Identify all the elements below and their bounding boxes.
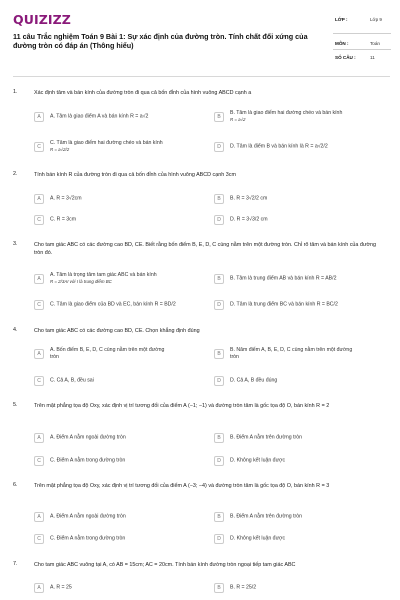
worksheet-title: 11 câu Trắc nghiệm Toán 9 Bài 1: Sự xác định của đường tròn. Tính chất đối xứng của đường tròn có đáp án (Thông hiểu) <box>13 32 308 51</box>
option-a[interactable] <box>34 346 204 362</box>
question-text: Cho tam giác ABC vuông tại A, có AB = 15cm; AC = 20cm. Tính bán kính đường tròn ngoại tiếp tam giác ABC <box>34 562 296 568</box>
option-c[interactable] <box>34 214 204 226</box>
option-c[interactable] <box>34 139 204 155</box>
option-a[interactable] <box>34 111 204 123</box>
option-text: C. R = 3cm <box>50 216 77 223</box>
question-number: 4. <box>13 327 18 333</box>
option-letter: D <box>214 376 224 386</box>
worksheet-header <box>0 0 400 74</box>
option-letter: A <box>34 583 44 593</box>
option-letter: C <box>34 534 44 544</box>
option-text: D. Không kết luận được <box>230 535 286 542</box>
meta-count-row <box>333 50 391 64</box>
option-d[interactable] <box>214 375 390 387</box>
option-text: B. Tâm là trung điểm AB và bán kính R = AB/2 <box>230 275 337 282</box>
option-b[interactable] <box>214 511 390 523</box>
option-text: D. R = 3√3/2 cm <box>230 216 268 223</box>
option-a[interactable] <box>34 432 204 444</box>
question-text: Cho tam giác ABC có các đường cao BD, CE. Chọn khẳng định đúng <box>34 328 200 334</box>
option-d[interactable] <box>214 299 390 311</box>
option-d[interactable] <box>214 533 390 545</box>
option-letter: A <box>34 512 44 522</box>
option-b[interactable] <box>214 193 390 205</box>
question-text: Trên mặt phẳng tọa độ Oxy, xác định vị trí tương đối của điểm A (−3; −4) và đường tròn tâm là gốc tọa độ O, bán kính R = 3 <box>34 483 330 489</box>
option-line: B. Tâm là giao điểm hai đường chéo và bán kính <box>230 110 343 117</box>
meta-count-label: SỐ CÂU : <box>335 55 356 60</box>
option-letter: D <box>214 456 224 466</box>
option-a[interactable] <box>34 271 204 287</box>
meta-class-label: LỚP : <box>335 17 348 22</box>
option-text: C. Tâm là giao điểm của BD và EC, bán kính R = BD/2 <box>50 301 176 308</box>
option-d[interactable] <box>214 141 390 153</box>
option-text <box>50 272 200 286</box>
option-text <box>50 140 200 154</box>
option-b[interactable] <box>214 582 390 594</box>
option-text: A. R = 3√2cm <box>50 195 82 202</box>
meta-subject-label: MÔN : <box>335 41 349 46</box>
question-text: Trên mặt phẳng tọa độ Oxy, xác định vị trí tương đối của điểm A (−1; −1) và đường tròn tâm là gốc tọa độ O, bán kính R = 2 <box>34 403 330 409</box>
meta-subject-value: Toán <box>370 41 380 46</box>
option-b[interactable] <box>214 346 390 362</box>
logo-text: QUIZIZZ <box>13 12 71 27</box>
option-line: C. Tâm là giao điểm hai đường chéo và bán kính <box>50 140 163 147</box>
option-letter: B <box>214 194 224 204</box>
option-line: B. Năm điểm A, B, E, D, C cùng nằm trên một đường <box>230 347 353 354</box>
question-number: 7. <box>13 561 18 567</box>
option-letter: A <box>34 433 44 443</box>
meta-class-value: Lớp 9 <box>370 17 382 22</box>
option-letter: B <box>214 274 224 284</box>
option-text: B. Điểm A nằm trên đường tròn <box>230 513 303 520</box>
option-letter: B <box>214 112 224 122</box>
meta-divider <box>333 33 391 34</box>
option-a[interactable] <box>34 511 204 523</box>
option-c[interactable] <box>34 455 204 467</box>
option-text: C. Cả A, B, đều sai <box>50 377 94 384</box>
option-d[interactable] <box>214 214 390 226</box>
option-letter: A <box>34 112 44 122</box>
option-letter: B <box>214 349 224 359</box>
option-text: D. Tâm là trung điểm BC và bán kính R = BC/2 <box>230 301 338 308</box>
option-letter: D <box>214 300 224 310</box>
question-number: 6. <box>13 482 18 488</box>
question-text: Xác định tâm và bán kính của đường tròn đi qua cả bốn đỉnh của hình vuông ABCD cạnh a <box>34 90 252 96</box>
option-text: C. Điểm A nằm trong đường tròn <box>50 535 126 542</box>
option-letter: B <box>214 512 224 522</box>
option-formula: R = a√2/2 <box>50 147 70 152</box>
option-b[interactable] <box>214 109 390 125</box>
question-text: Cho tam giác ABC có các đường cao BD, CE. Biết rằng bốn điểm B, E, D, C cùng nằm trên một đường tròn. Chỉ rõ tâm và bán kính của đường tròn đó. <box>34 242 377 256</box>
question-text: Tính bán kính R của đường tròn đi qua cả bốn đỉnh của hình vuông ABCD cạnh 3cm <box>34 172 236 178</box>
option-c[interactable] <box>34 375 204 387</box>
question-number: 3. <box>13 241 18 247</box>
meta-subject-row <box>333 36 391 50</box>
question-number: 5. <box>13 402 18 408</box>
option-letter: C <box>34 300 44 310</box>
option-letter: C <box>34 376 44 386</box>
option-text: B. R = 25/2 <box>230 584 257 591</box>
option-formula: R = a√2 <box>230 117 246 122</box>
option-text <box>230 110 392 124</box>
option-text: D. Cả A, B đều đúng <box>230 377 278 384</box>
option-text: A. Điểm A nằm ngoài đường tròn <box>50 513 126 520</box>
option-text: A. Tâm là giao điểm A và bán kính R = a√2 <box>50 113 149 120</box>
option-line: A. Bốn điểm B, E, D, C cùng nằm trên một đường <box>50 347 165 354</box>
option-letter: D <box>214 142 224 152</box>
option-letter: A <box>34 349 44 359</box>
quizizz-logo <box>13 12 71 26</box>
option-letter: D <box>214 215 224 225</box>
option-b[interactable] <box>214 432 390 444</box>
option-continuation: tròn <box>230 354 239 360</box>
question-number: 2. <box>13 171 18 177</box>
option-letter: B <box>214 433 224 443</box>
option-text: D. Tâm là điểm B và bán kính là R = a√2/2 <box>230 143 328 150</box>
option-letter: C <box>34 142 44 152</box>
option-text: C. Điểm A nằm trong đường tròn <box>50 457 126 464</box>
option-formula: R = 2/3AI với I là trung điểm BC <box>50 279 112 284</box>
option-a[interactable] <box>34 193 204 205</box>
option-letter: D <box>214 534 224 544</box>
option-text <box>50 347 200 361</box>
header-divider <box>13 76 390 77</box>
option-a[interactable] <box>34 582 204 594</box>
option-text: A. R = 25 <box>50 584 72 591</box>
meta-class-row <box>333 14 391 36</box>
option-letter: B <box>214 583 224 593</box>
meta-count-value: 11 <box>370 55 375 60</box>
option-text <box>230 347 392 361</box>
worksheet-meta <box>333 14 391 64</box>
option-text: A. Điểm A nằm ngoài đường tròn <box>50 434 126 441</box>
option-c[interactable] <box>34 533 204 545</box>
option-text: B. R = 3√2/2 cm <box>230 195 268 202</box>
question-number: 1. <box>13 89 18 95</box>
option-line: A. Tâm là trọng tâm tam giác ABC và bán kính <box>50 272 157 279</box>
option-letter: A <box>34 274 44 284</box>
option-letter: C <box>34 456 44 466</box>
option-continuation: tròn <box>50 354 59 360</box>
option-letter: A <box>34 194 44 204</box>
option-c[interactable] <box>34 299 204 311</box>
option-d[interactable] <box>214 455 390 467</box>
option-b[interactable] <box>214 273 390 285</box>
option-text: D. Không kết luận được <box>230 457 286 464</box>
option-letter: C <box>34 215 44 225</box>
option-text: B. Điểm A nằm trên đường tròn <box>230 434 303 441</box>
